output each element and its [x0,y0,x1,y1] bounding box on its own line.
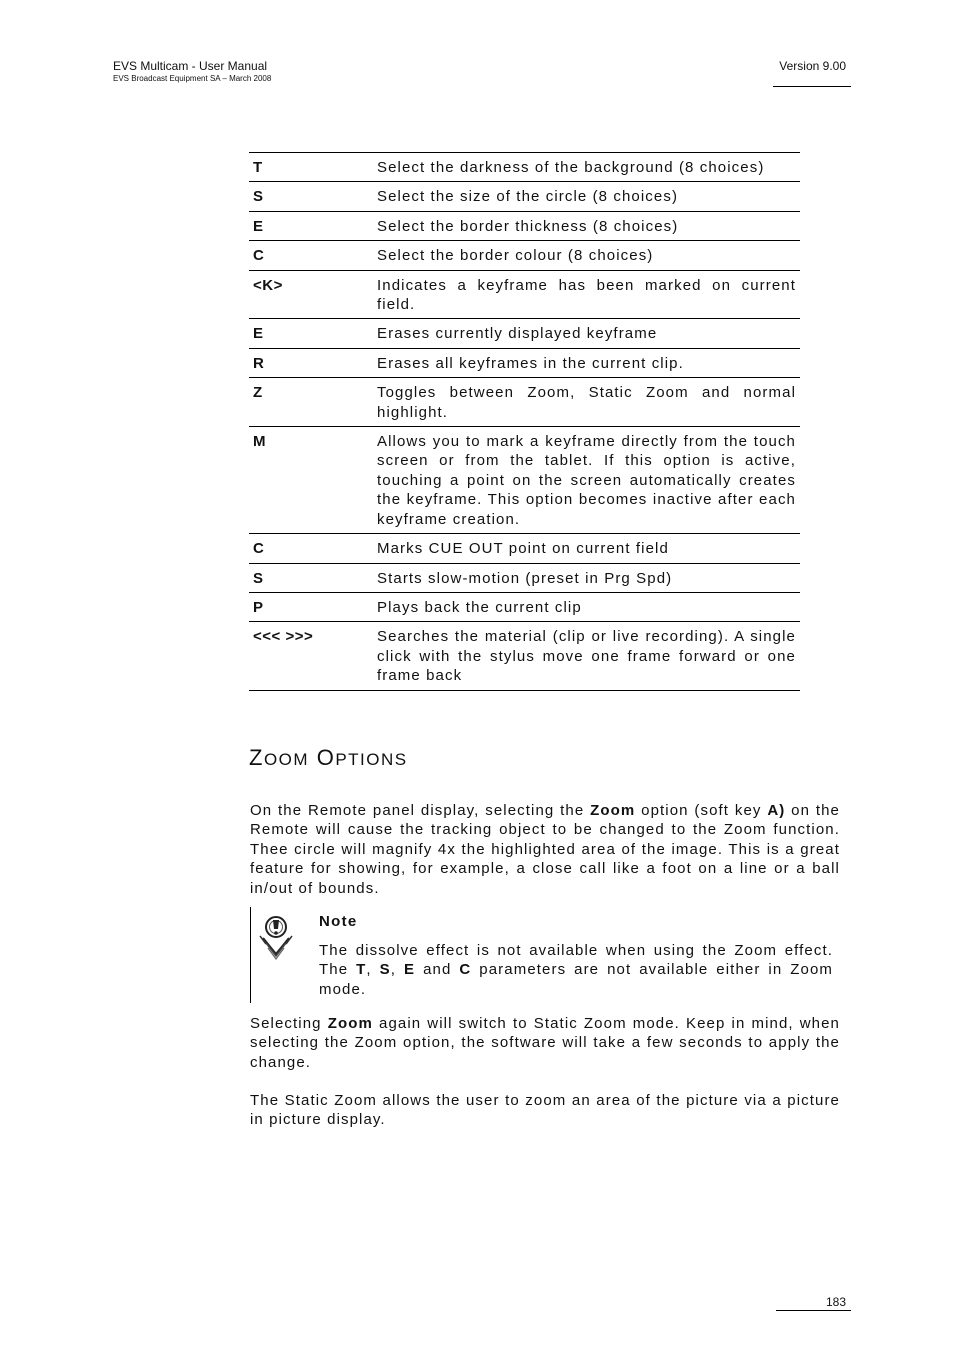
heading-initial-z: Z [249,745,264,770]
note-body [319,941,833,999]
page-header [113,59,271,84]
table-row [249,534,800,563]
table-row [249,563,800,592]
heading-rest-options: PTIONS [335,750,408,769]
key-cell: P [249,592,373,621]
description-cell: Toggles between Zoom, Static Zoom and normal highlight. [373,378,800,427]
static-zoom-paragraph [250,1014,840,1072]
page-number: 183 [825,1295,846,1309]
text-run: again will switch to Static Zoom mode. Keep in mind, when selecting the Zoom option, the software will take a few seconds to apply the change. [250,1015,840,1071]
bold-run: C [459,961,472,979]
manual-title: EVS Multicam - User Manual [113,59,268,73]
bold-run: T [356,961,367,979]
description-cell: Allows you to mark a keyframe directly from the touch screen or from the tablet. If this option is active, touching a point on the screen automatically creates the keyframe. This option becomes inactive after each keyframe creation. [373,427,800,534]
note-icon [257,914,295,960]
text-run: , [366,961,380,979]
text-run: The dissolve effect is not available when using the Zoom effect. The [319,942,833,979]
key-table-body [249,153,800,691]
header-rule [773,86,851,87]
text-run: option (soft key [635,802,768,819]
bold-run: E [404,961,416,979]
table-row [249,427,800,534]
bold-run: A) [767,802,786,819]
note-margin-bar [250,907,251,1003]
key-cell: <K> [249,270,373,319]
table-row [249,211,800,240]
key-cell: M [249,427,373,534]
key-cell: <<< >>> [249,622,373,690]
footer-rule [776,1310,851,1311]
note-title: Note [319,913,358,930]
description-cell: Erases currently displayed keyframe [373,319,800,348]
description-cell: Select the size of the circle (8 choices) [373,182,800,211]
table-row [249,319,800,348]
key-cell: E [249,319,373,348]
heading-initial-o: O [316,745,336,770]
table-row [249,348,800,377]
key-cell: C [249,241,373,270]
table-row [249,378,800,427]
description-cell: Select the border colour (8 choices) [373,241,800,270]
description-cell: Indicates a keyframe has been marked on current field. [373,270,800,319]
key-cell: C [249,534,373,563]
text-run: and [415,961,460,979]
description-cell: Plays back the current clip [373,592,800,621]
bold-run: S [379,961,391,979]
pip-paragraph: The Static Zoom allows the user to zoom an area of the picture via a picture in picture display. [250,1092,840,1129]
text-run: , [390,961,404,979]
key-cell: E [249,211,373,240]
bold-run: Zoom [590,802,636,819]
description-cell: Erases all keyframes in the current clip. [373,348,800,377]
key-function-table [249,152,800,691]
table-row [249,622,800,690]
description-cell: Marks CUE OUT point on current field [373,534,800,563]
version-label: Version 9.00 [779,59,846,73]
table-row [249,270,800,319]
zoom-intro-paragraph [250,801,840,898]
publisher-line: EVS Broadcast Equipment SA – March 2008 [113,74,272,83]
description-cell: Select the border thickness (8 choices) [373,211,800,240]
table-row [249,241,800,270]
section-heading [249,744,408,774]
text-run: On the Remote panel display, selecting the [250,802,591,819]
description-cell: Select the darkness of the background (8 choices) [373,153,800,182]
bold-run: Zoom [327,1015,373,1032]
text-run: parameters are not available either in Zoom mode. [319,961,833,998]
description-cell: Searches the material (clip or live recording). A single click with the stylus move one frame forward or one frame back [373,622,800,690]
key-cell: R [249,348,373,377]
table-row [249,592,800,621]
key-cell: S [249,563,373,592]
description-cell: Starts slow-motion (preset in Prg Spd) [373,563,800,592]
table-row [249,153,800,182]
key-cell: T [249,153,373,182]
key-cell: Z [249,378,373,427]
table-row [249,182,800,211]
key-cell: S [249,182,373,211]
text-run: on the Remote will cause the tracking object to be changed to the Zoom function. Thee circle will magnify 4x the highlighted area of the image. This is a great feature for showing, for example, a close call like a foot on a line or a ball in/out of bounds. [250,802,840,897]
heading-rest-zoom: OOM [263,750,310,769]
text-run: Selecting [250,1015,328,1032]
